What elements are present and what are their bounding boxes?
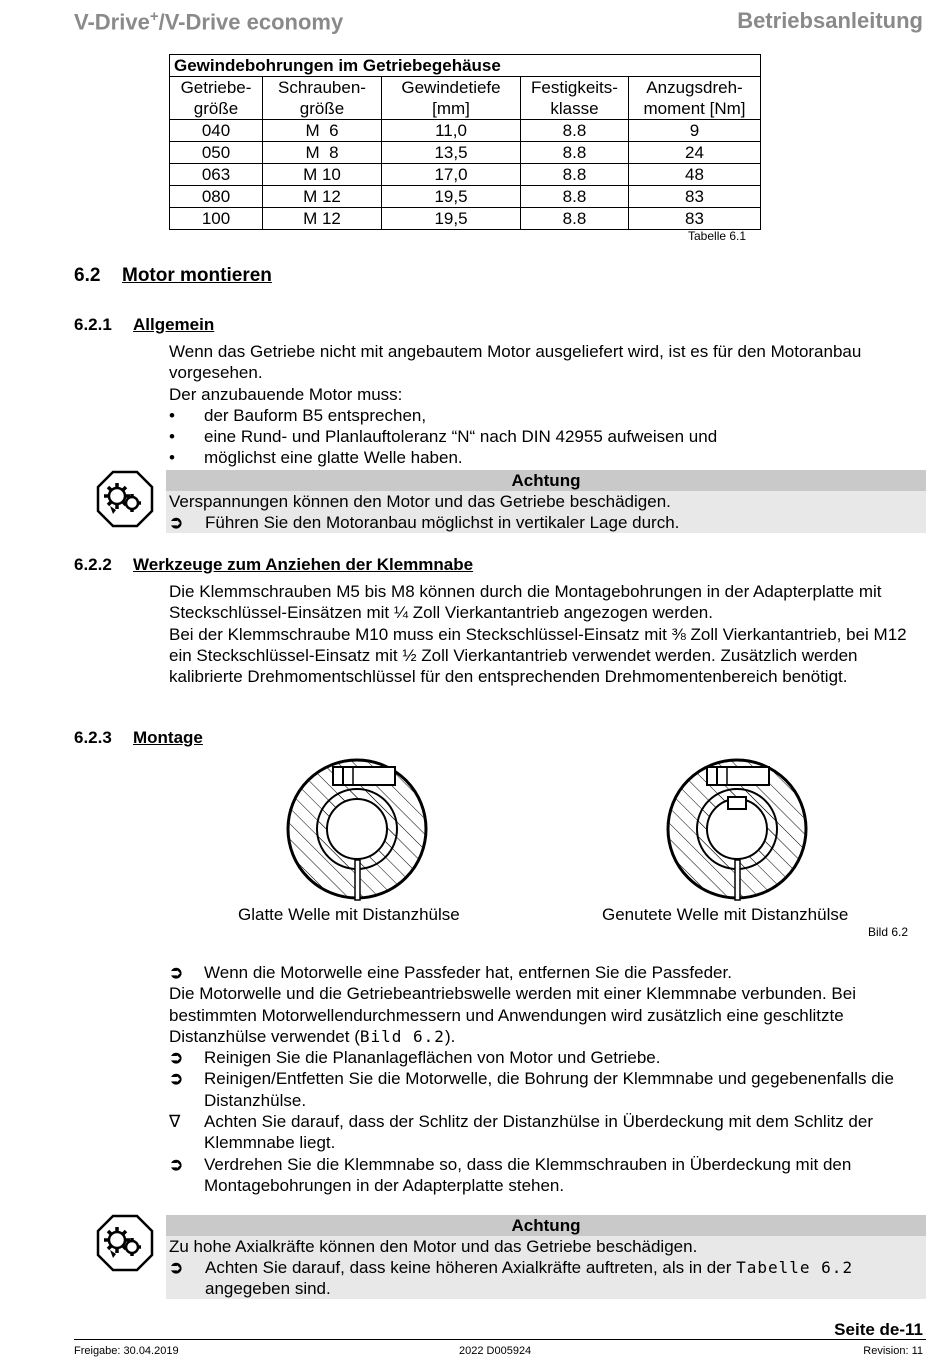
machine-damage-warning-icon <box>96 1214 154 1272</box>
cell: 8.8 <box>521 142 629 164</box>
warning-body <box>166 491 926 533</box>
header-cell: Getriebe- größe <box>170 77 263 120</box>
table-row <box>170 120 761 142</box>
document-type: Betriebsanleitung <box>737 8 923 33</box>
cell: M 12 <box>263 186 382 208</box>
cell: 050 <box>170 142 263 164</box>
figure-caption-right: Genutete Welle mit Distanzhülse <box>602 905 849 924</box>
list-item: • möglichst eine glatte Welle haben. <box>169 448 463 468</box>
cell: M 12 <box>263 208 382 230</box>
cell: 100 <box>170 208 263 230</box>
cell: M 8 <box>263 142 382 164</box>
cell: 8.8 <box>521 164 629 186</box>
figure-caption-left: Glatte Welle mit Distanzhülse <box>238 905 460 924</box>
cell: 8.8 <box>521 186 629 208</box>
document-number: 2022 D005924 <box>459 1345 532 1357</box>
action-item: ➲ Reinigen Sie die Plananlageflächen von Motor und Getriebe. <box>169 1048 661 1068</box>
table-row <box>170 142 761 164</box>
action-item: ➲ Reinigen/Entfetten Sie die Motorwelle, die Bohrung der Klemmnabe und gegebenenfalls die Distanzhülse. <box>169 1069 894 1110</box>
document-title: V-Drive+/V-Drive economy <box>74 8 344 35</box>
check-item: ∇ Achten Sie darauf, dass der Schlitz der Distanzhülse in Überdeckung mit dem Schlitz der Klemmnabe liegt. <box>169 1112 873 1153</box>
page-number: Seite de-11 <box>834 1320 923 1339</box>
cell: 063 <box>170 164 263 186</box>
subsection-heading: 6.2.1 Allgemein <box>74 315 215 334</box>
revision: Revision: 11 <box>863 1345 923 1357</box>
table-header-row <box>170 77 761 120</box>
table-label: Tabelle 6.1 <box>688 229 747 243</box>
cell: M 6 <box>263 120 382 142</box>
paragraph: Die Motorwelle und die Getriebeantriebswelle werden mit einer Klemmnabe verbunden. Bei bestimmten Motorwellendurchmessern und Anwendungen wird zusätzlich eine geschlitzte Distanzhülse verwendet (Bild 6.2). <box>169 984 856 1046</box>
cell: 8.8 <box>521 120 629 142</box>
cell: 83 <box>629 208 761 230</box>
arrow-icon: ➲ <box>169 1048 184 1068</box>
header-cell: Schrauben- größe <box>263 77 382 120</box>
action-item: ➲ Wenn die Motorwelle eine Passfeder hat, entfernen Sie die Passfeder. <box>169 963 732 982</box>
subsection-heading: 6.2.3 Montage <box>74 728 203 747</box>
cell: 8.8 <box>521 208 629 230</box>
warning-body <box>166 1236 926 1299</box>
arrow-icon: ➲ <box>169 1258 184 1277</box>
subsection-heading: 6.2.2 Werkzeuge zum Anziehen der Klemmnabe <box>74 555 474 574</box>
cell: 11,0 <box>382 120 521 142</box>
cell: 83 <box>629 186 761 208</box>
cell: 13,5 <box>382 142 521 164</box>
tools-text <box>169 581 929 687</box>
paragraph: Bei der Klemmschraube M10 muss ein Steckschlüssel-Einsatz mit ⅜ Zoll Vierkantantrieb, bei M12 ein Steckschlüssel-Einsatz mit ½ Zoll Vierkantantrieb verwendet werden. Zusätzlich werden kalibrierte Drehmomentschlüssel für den entsprechenden Drehmomentenbereich benötigt. <box>169 624 907 687</box>
cell: 080 <box>170 186 263 208</box>
header-cell: Anzugsdreh- moment [Nm] <box>629 77 761 120</box>
assembly-steps <box>169 962 929 1196</box>
arrow-icon: ➲ <box>169 1069 184 1089</box>
table-row <box>170 208 761 230</box>
table-row <box>170 186 761 208</box>
figure-label: Bild 6.2 <box>868 925 909 939</box>
check-triangle-icon: ∇ <box>169 1112 181 1132</box>
action-item: ➲ Achten Sie darauf, dass keine höheren Axialkräfte auftreten, als in der Tabelle 6.2 angegeben sind. <box>169 1258 854 1298</box>
arrow-icon: ➲ <box>169 1154 184 1174</box>
warning-heading: Achtung <box>166 1215 926 1236</box>
table-row <box>170 164 761 186</box>
cell: 24 <box>629 142 761 164</box>
warning-text: Zu hohe Axialkräfte können den Motor und das Getriebe beschädigen. <box>169 1237 698 1256</box>
requirements-list <box>169 405 929 469</box>
cell: 48 <box>629 164 761 186</box>
thread-table <box>169 54 761 230</box>
warning-box <box>166 1215 926 1299</box>
section-heading: 6.2 Motor montieren <box>74 265 272 286</box>
general-text <box>169 341 929 469</box>
figure-reference: Bild 6.2 <box>359 1026 445 1046</box>
cell: 9 <box>629 120 761 142</box>
paragraph: Wenn das Getriebe nicht mit angebautem Motor ausgeliefert wird, ist es für den Motoranbau vorgesehen. <box>169 342 862 383</box>
action-item: ➲ Führen Sie den Motoranbau möglichst in vertikaler Lage durch. <box>169 513 680 532</box>
footer-divider <box>74 1339 926 1340</box>
header-cell: Festigkeits- klasse <box>521 77 629 120</box>
warning-text: Verspannungen können den Motor und das Getriebe beschädigen. <box>169 492 671 511</box>
cell: M 10 <box>263 164 382 186</box>
paragraph: Die Klemmschrauben M5 bis M8 können durch die Montagebohrungen in der Adapterplatte mit Steckschlüssel-Einsätzen mit ¼ Zoll Vierkantantrieb angezogen werden. <box>169 582 882 623</box>
arrow-icon: ➲ <box>169 963 184 982</box>
smooth-shaft-diagram <box>285 757 430 902</box>
action-item: ➲ Verdrehen Sie die Klemmnabe so, dass die Klemmschrauben in Überdeckung mit den Montagebohrungen in der Adapterplatte stehen. <box>169 1154 852 1195</box>
cell: 17,0 <box>382 164 521 186</box>
list-item: • der Bauform B5 entsprechen, <box>169 405 427 425</box>
table-caption: Gewindebohrungen im Getriebegehäuse <box>170 55 761 77</box>
warning-box <box>166 470 926 533</box>
cell: 040 <box>170 120 263 142</box>
keyed-shaft-diagram <box>665 757 810 902</box>
arrow-icon: ➲ <box>169 513 184 532</box>
header-cell: Gewindetiefe [mm] <box>382 77 521 120</box>
warning-heading: Achtung <box>166 470 926 491</box>
cell: 19,5 <box>382 186 521 208</box>
machine-damage-warning-icon <box>96 470 154 528</box>
list-item: • eine Rund- und Planlauftoleranz “N“ nach DIN 42955 aufweisen und <box>169 427 718 447</box>
cell: 19,5 <box>382 208 521 230</box>
table-reference: Tabelle 6.2 <box>736 1258 854 1277</box>
release-date: Freigabe: 30.04.2019 <box>74 1345 179 1357</box>
paragraph: Der anzubauende Motor muss: <box>169 384 403 404</box>
